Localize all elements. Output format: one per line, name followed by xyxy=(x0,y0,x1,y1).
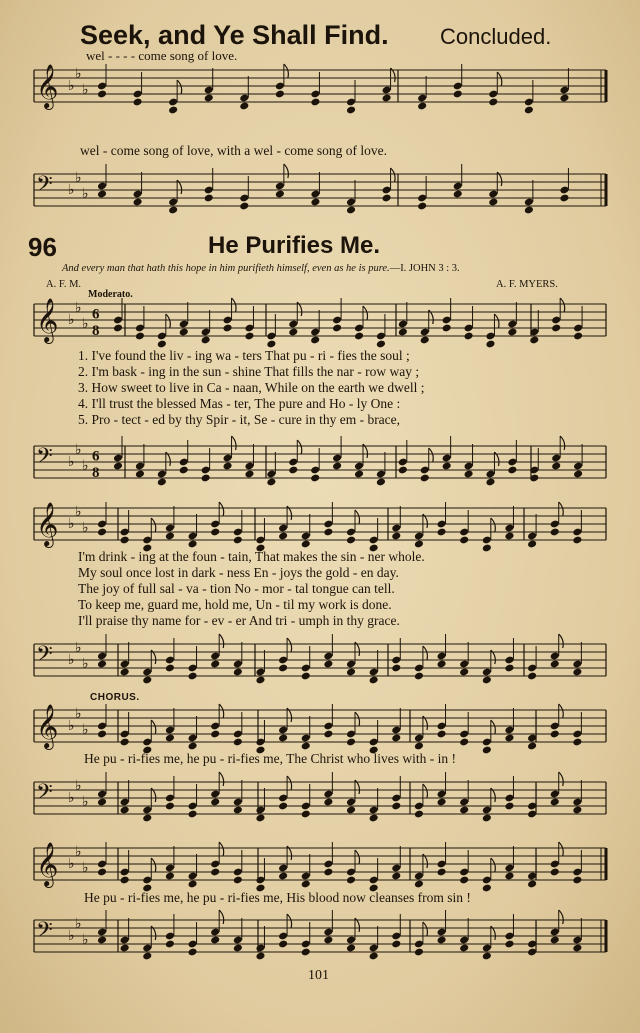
system2-bass-staff xyxy=(0,638,640,696)
verse5-line-b: I'll praise thy name for - ev - er And tri - umph in thy grace. xyxy=(78,613,400,628)
svg-text:♭: ♭ xyxy=(82,722,89,738)
continued-hymn-title: Seek, and Ye Shall Find. xyxy=(80,20,389,50)
svg-text:♭: ♭ xyxy=(82,458,89,474)
verse4-line-a: 4. I'll trust the blessed Mas - ter, The pure and Ho - ly One : xyxy=(78,396,401,411)
hymn-title: He Purifies Me. xyxy=(208,232,381,259)
verse3-line-a: 3. How sweet to live in Ca - naan, While on the earth we dwell ; xyxy=(78,380,425,395)
svg-text:𝄢: 𝄢 xyxy=(36,641,53,672)
lyricist-credit: A. F. M. xyxy=(46,279,82,290)
svg-text:𝄞: 𝄞 xyxy=(36,63,59,108)
top-bass-staff xyxy=(0,168,640,238)
svg-text:♭: ♭ xyxy=(75,778,82,794)
svg-text:8: 8 xyxy=(92,465,100,482)
top-treble-staff xyxy=(0,64,640,134)
svg-text:𝄞: 𝄞 xyxy=(36,297,59,342)
svg-text:♭: ♭ xyxy=(75,916,82,932)
svg-text:𝄞: 𝄞 xyxy=(36,501,59,546)
svg-text:𝄞: 𝄞 xyxy=(36,703,59,748)
verse1-line-b: I'm drink - ing at the foun - tain, That makes the sin - ner whole. xyxy=(78,549,425,564)
svg-text:𝄢: 𝄢 xyxy=(36,443,53,474)
page-number: 101 xyxy=(308,968,329,983)
tempo-marking: Moderato. xyxy=(88,289,133,300)
svg-text:♭: ♭ xyxy=(75,844,82,860)
svg-text:♭: ♭ xyxy=(68,718,75,734)
verse2-line-a: 2. I'm bask - ing in the sun - shine That fills the nar - row way ; xyxy=(78,364,420,379)
svg-text:♭: ♭ xyxy=(82,186,89,202)
chorus-line-1: He pu - ri-fies me, he pu - ri-fies me, The Christ who lives with - in ! xyxy=(84,751,457,766)
svg-text:♭: ♭ xyxy=(68,652,75,668)
svg-text:8: 8 xyxy=(92,323,100,340)
svg-text:𝄢: 𝄢 xyxy=(36,171,53,202)
chorus-label: CHORUS. xyxy=(90,692,140,703)
scripture-verse: And every man that hath this hope in him purifieth himself, even as he is pure.—I. JOHN 3 : 3. xyxy=(62,263,460,274)
svg-text:♭: ♭ xyxy=(75,640,82,656)
svg-text:♭: ♭ xyxy=(68,790,75,806)
scripture-reference: —I. JOHN 3 : 3. xyxy=(389,263,460,274)
top-lyric-lower: wel - come song of love, with a wel - come song of love. xyxy=(80,143,388,158)
svg-text:♭: ♭ xyxy=(75,706,82,722)
hymn-number: 96 xyxy=(28,232,57,262)
svg-text:𝄢: 𝄢 xyxy=(36,917,53,948)
verse1-line-a: 1. I've found the liv - ing wa - ters That pu - ri - fies the soul ; xyxy=(78,348,410,363)
svg-text:♭: ♭ xyxy=(68,78,75,94)
svg-text:♭: ♭ xyxy=(82,82,89,98)
svg-text:♭: ♭ xyxy=(68,454,75,470)
svg-text:♭: ♭ xyxy=(82,656,89,672)
svg-text:♭: ♭ xyxy=(75,170,82,186)
top-lyric-upper: wel - - - - come song of love. xyxy=(86,48,238,63)
chorus-line-2: He pu - ri-fies me, he pu - ri-fies me, His blood now cleanses from sin ! xyxy=(84,890,471,905)
verse5-line-a: 5. Pro - tect - ed by thy Spir - it, Se - cure in thy em - brace, xyxy=(78,412,401,427)
svg-text:♭: ♭ xyxy=(82,316,89,332)
verse3-line-b: The joy of full sal - va - tion No - mor - tal tongue can tell. xyxy=(78,581,395,596)
verse2-line-b: My soul once lost in dark - ness En - joys the gold - en day. xyxy=(78,565,399,580)
system1-bass-staff xyxy=(0,440,640,498)
chorus1-bass-staff xyxy=(0,776,640,834)
svg-text:6: 6 xyxy=(92,306,100,323)
svg-text:♭: ♭ xyxy=(68,516,75,532)
svg-text:♭: ♭ xyxy=(68,312,75,328)
svg-text:𝄞: 𝄞 xyxy=(36,841,59,886)
svg-text:♭: ♭ xyxy=(82,932,89,948)
svg-text:♭: ♭ xyxy=(75,66,82,82)
svg-text:♭: ♭ xyxy=(68,182,75,198)
svg-text:6: 6 xyxy=(92,448,100,465)
svg-text:♭: ♭ xyxy=(82,794,89,810)
svg-text:♭: ♭ xyxy=(82,520,89,536)
svg-text:♭: ♭ xyxy=(82,860,89,876)
composer-credit: A. F. MYERS. xyxy=(496,279,558,290)
svg-text:𝄢: 𝄢 xyxy=(36,779,53,810)
concluded-label: Concluded. xyxy=(440,24,552,49)
verse4-line-b: To keep me, guard me, hold me, Un - til my work is done. xyxy=(78,597,392,612)
chorus2-bass-staff xyxy=(0,914,640,972)
svg-text:♭: ♭ xyxy=(68,856,75,872)
svg-text:♭: ♭ xyxy=(75,300,82,316)
svg-text:♭: ♭ xyxy=(68,928,75,944)
svg-text:♭: ♭ xyxy=(75,442,82,458)
svg-text:♭: ♭ xyxy=(75,504,82,520)
